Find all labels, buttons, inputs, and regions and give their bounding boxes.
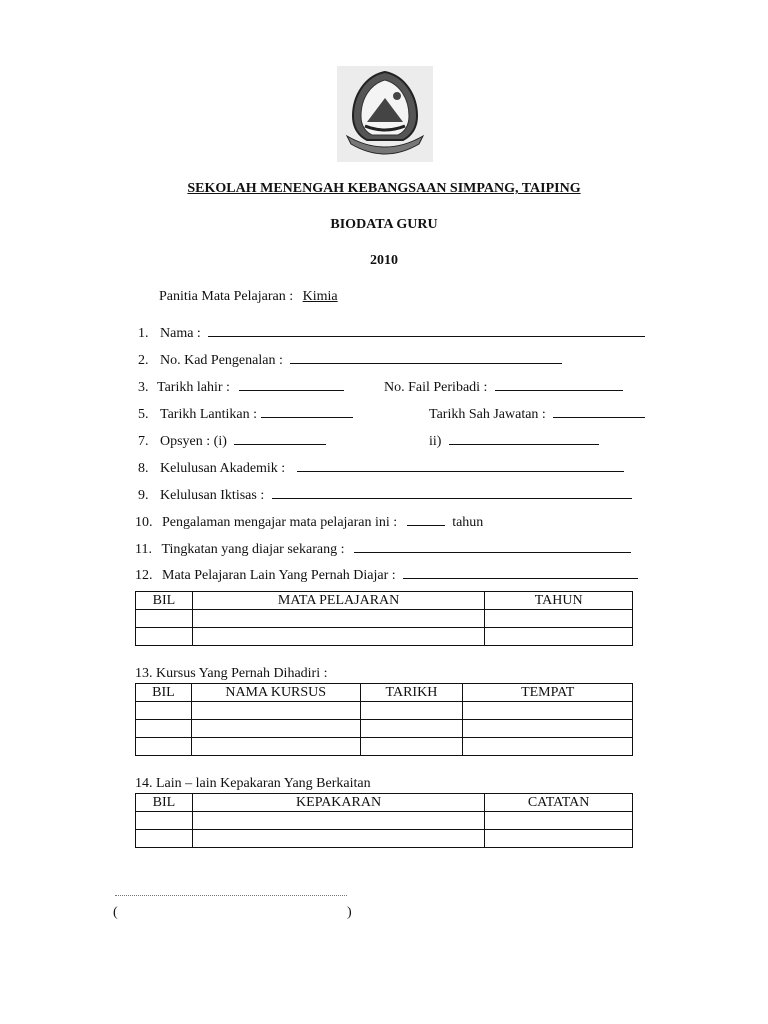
field-number: 9. <box>138 488 149 503</box>
table-cell[interactable] <box>191 720 360 738</box>
fill-in-line[interactable] <box>354 541 631 553</box>
header-kepakaran: KEPAKARAN <box>192 794 484 812</box>
fill-in-line[interactable] <box>403 567 638 579</box>
table-cell[interactable] <box>360 720 463 738</box>
table-cell[interactable] <box>485 830 633 848</box>
panitia-label: Panitia Mata Pelajaran : <box>159 289 294 304</box>
table-header-row <box>136 684 633 702</box>
fill-in-line[interactable] <box>297 460 624 472</box>
fill-in-line[interactable] <box>234 433 326 445</box>
field-number: 5. <box>138 407 149 422</box>
form-title: BIODATA GURU <box>330 217 438 232</box>
field-label: Opsyen : (i) <box>160 434 227 449</box>
field-nama <box>138 325 645 342</box>
field-no-fail-peribadi <box>384 379 623 396</box>
field-number: 8. <box>138 461 149 476</box>
field-number: 7. <box>138 434 149 449</box>
table-kursus <box>135 683 633 756</box>
signature-line[interactable] <box>115 895 347 896</box>
field-number: 1. <box>138 326 149 341</box>
header-mata-pelajaran: MATA PELAJARAN <box>192 592 484 610</box>
field-number: 10. <box>135 515 153 530</box>
table-cell[interactable] <box>136 738 192 756</box>
field-opsyen-1 <box>138 433 326 450</box>
field-label: Tarikh Sah Jawatan : <box>429 407 546 422</box>
field-pengalaman-mengajar <box>135 514 483 531</box>
field-kelulusan-akademik <box>138 460 624 477</box>
table-cell[interactable] <box>485 628 633 646</box>
table-row <box>136 720 633 738</box>
field-tarikh-lantikan <box>138 406 353 423</box>
field-number: 12. <box>135 568 153 583</box>
field-label: ii) <box>429 434 442 449</box>
table-row <box>136 628 633 646</box>
signature-close-paren: ) <box>347 905 352 920</box>
field-tingkatan-diajar <box>135 541 631 558</box>
table-row <box>136 812 633 830</box>
table-cell[interactable] <box>192 628 484 646</box>
panitia-row <box>159 289 338 305</box>
field-mata-pelajaran-lain <box>135 567 638 584</box>
table-cell[interactable] <box>191 738 360 756</box>
table-cell[interactable] <box>463 702 633 720</box>
signature-open-paren: ( <box>113 905 118 920</box>
field-label: Kelulusan Iktisas : <box>160 488 265 503</box>
field-label: Kelulusan Akademik : <box>160 461 286 476</box>
table-header-row <box>136 592 633 610</box>
table-row <box>136 702 633 720</box>
table-row <box>136 610 633 628</box>
table-cell[interactable] <box>360 738 463 756</box>
fill-in-line[interactable] <box>553 406 645 418</box>
panitia-value: Kimia <box>302 289 338 304</box>
table-cell[interactable] <box>136 628 193 646</box>
field-tarikh-sah-jawatan <box>429 406 645 423</box>
table-header-row <box>136 794 633 812</box>
school-name: SEKOLAH MENENGAH KEBANGSAAN SIMPANG, TAIPING <box>187 181 581 196</box>
field-label: Tarikh Lantikan : <box>160 407 257 422</box>
table-row <box>136 830 633 848</box>
table-cell[interactable] <box>463 738 633 756</box>
table-cell[interactable] <box>136 812 193 830</box>
header-bil: BIL <box>136 592 193 610</box>
field-label: Nama : <box>160 326 201 341</box>
header-tarikh: TARIKH <box>360 684 463 702</box>
field-number: 11. <box>135 542 152 557</box>
field-label: Pengalaman mengajar mata pelajaran ini : <box>162 515 398 530</box>
table-cell[interactable] <box>136 830 193 848</box>
fill-in-line[interactable] <box>261 406 353 418</box>
table-cell[interactable] <box>136 720 192 738</box>
table-cell[interactable] <box>192 610 484 628</box>
field-label: No. Fail Peribadi : <box>384 380 488 395</box>
field-number: 2. <box>138 353 149 368</box>
table-cell[interactable] <box>192 812 484 830</box>
field-label: Tarikh lahir : <box>157 380 230 395</box>
table-cell[interactable] <box>485 610 633 628</box>
fill-in-line[interactable] <box>239 379 344 391</box>
fill-in-line[interactable] <box>407 514 445 526</box>
table-cell[interactable] <box>463 720 633 738</box>
table-cell[interactable] <box>192 830 484 848</box>
header-bil: BIL <box>136 684 192 702</box>
field-tarikh-lahir <box>138 379 344 396</box>
table-mata-pelajaran <box>135 591 633 646</box>
table-kepakaran <box>135 793 633 848</box>
section-13-title: 13. Kursus Yang Pernah Dihadiri : <box>135 666 328 681</box>
field-kelulusan-iktisas <box>138 487 632 504</box>
table-cell[interactable] <box>485 812 633 830</box>
field-kad-pengenalan <box>138 352 562 369</box>
field-label: No. Kad Pengenalan : <box>160 353 283 368</box>
table-row <box>136 738 633 756</box>
field-number: 3. <box>138 380 149 395</box>
header-catatan: CATATAN <box>485 794 633 812</box>
form-year: 2010 <box>370 253 398 268</box>
field-suffix: tahun <box>452 515 484 530</box>
header-tempat: TEMPAT <box>463 684 633 702</box>
header-bil: BIL <box>136 794 193 812</box>
section-14-title: 14. Lain – lain Kepakaran Yang Berkaitan <box>135 776 371 791</box>
field-label: Tingkatan yang diajar sekarang : <box>161 542 345 557</box>
fill-in-line[interactable] <box>449 433 599 445</box>
fill-in-line[interactable] <box>495 379 623 391</box>
school-crest <box>337 66 433 162</box>
field-label: Mata Pelajaran Lain Yang Pernah Diajar : <box>162 568 396 583</box>
table-cell[interactable] <box>360 702 463 720</box>
fill-in-line[interactable] <box>208 325 645 337</box>
fill-in-line[interactable] <box>290 352 562 364</box>
header-nama-kursus: NAMA KURSUS <box>191 684 360 702</box>
school-crest-icon <box>337 66 433 162</box>
fill-in-line[interactable] <box>272 487 632 499</box>
header-tahun: TAHUN <box>485 592 633 610</box>
table-cell[interactable] <box>136 702 192 720</box>
table-cell[interactable] <box>136 610 193 628</box>
field-opsyen-2 <box>429 433 599 450</box>
table-cell[interactable] <box>191 702 360 720</box>
